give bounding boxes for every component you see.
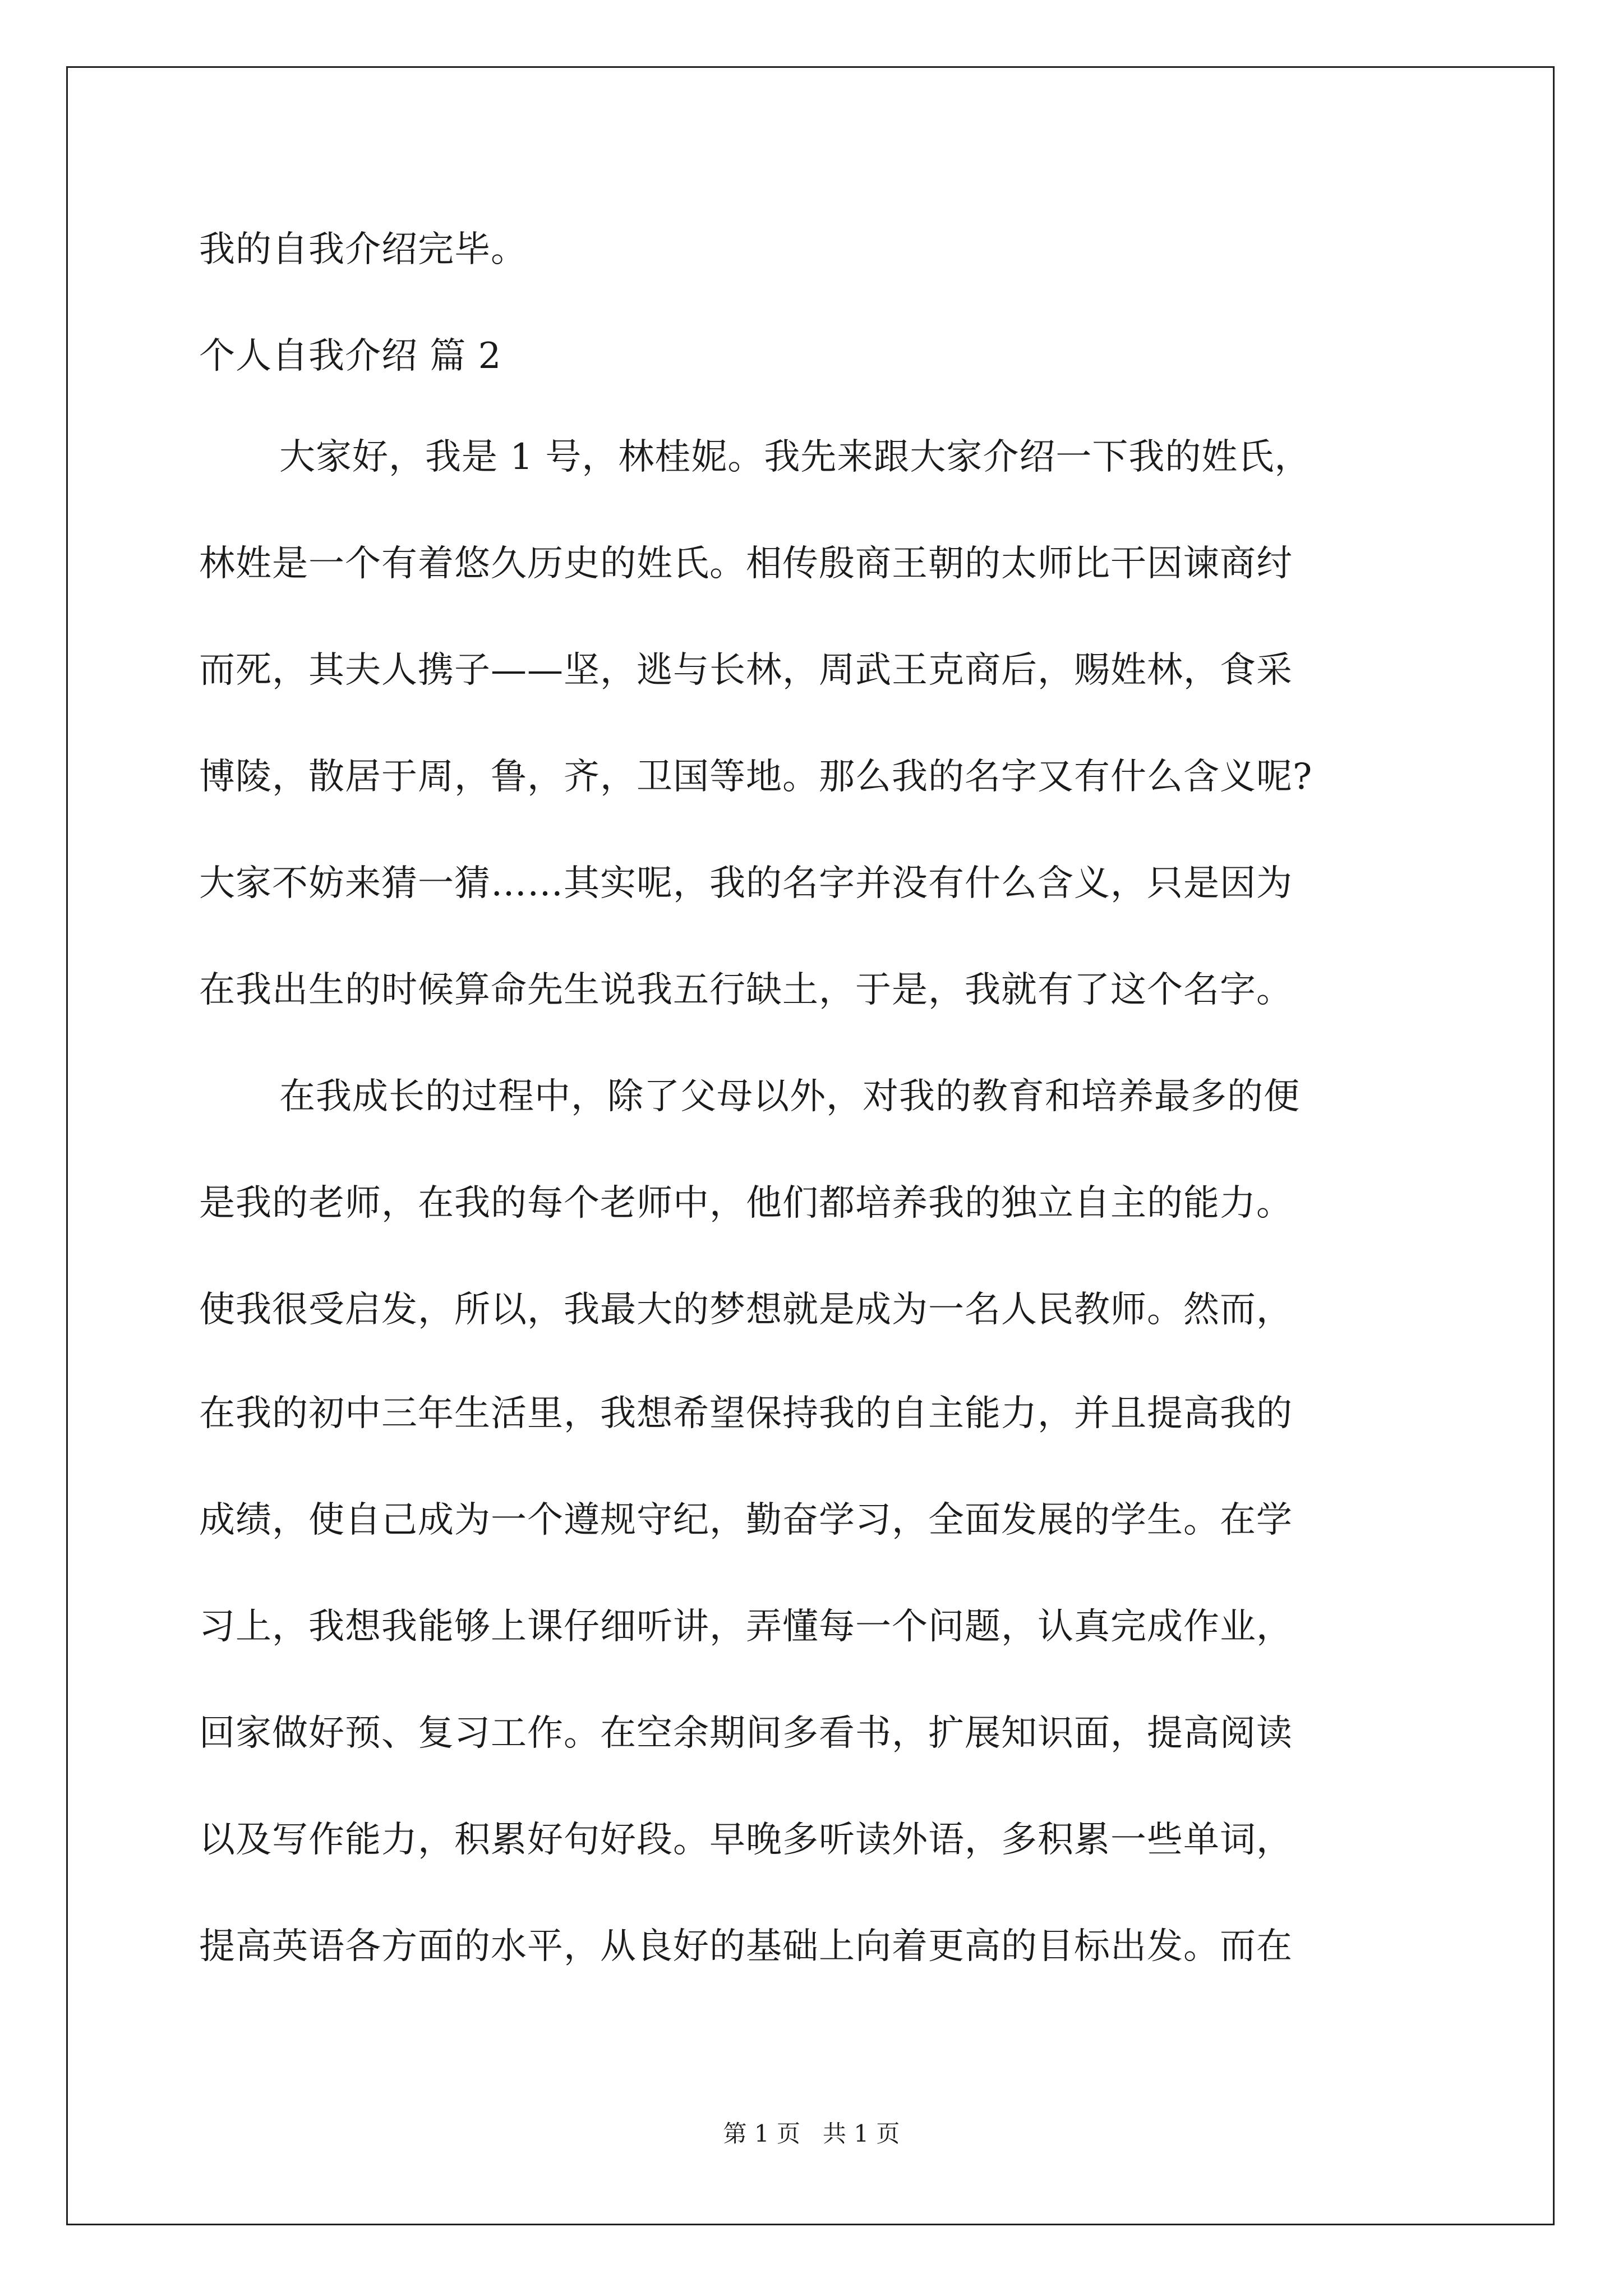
text-line: 博陵，散居于周，鲁，齐，卫国等地。那么我的名字又有什么含义呢? [199, 756, 1313, 798]
text-line: 是我的老师，在我的每个老师中，他们都培养我的独立自主的能力。 [199, 1182, 1293, 1224]
text-line: 林姓是一个有着悠久历史的姓氏。相传殷商王朝的太师比干因谏商纣 [199, 543, 1293, 585]
text-line: 我的自我介绍完毕。 [199, 229, 527, 270]
text-line: 回家做好预、复习工作。在空余期间多看书，扩展知识面，提高阅读 [199, 1713, 1293, 1754]
page-border [66, 66, 1555, 2225]
page-total: 共 1 页 [823, 2120, 900, 2147]
text-line: 使我很受启发，所以，我最大的梦想就是成为一名人民教师。然而， [199, 1289, 1293, 1331]
text-line: 提高英语各方面的水平，从良好的基础上向着更高的目标出发。而在 [199, 1926, 1293, 1967]
page-number: 第 1 页 [723, 2120, 800, 2147]
text-line: 在我出生的时候算命先生说我五行缺土，于是，我就有了这个名字。 [199, 969, 1293, 1011]
text-line: 大家好，我是 1 号，林桂妮。我先来跟大家介绍一下我的姓氏， [279, 436, 1311, 478]
section-heading: 个人自我介绍 篇 2 [199, 335, 502, 377]
text-line: 大家不妨来猜一猜……其实呢，我的名字并没有什么含义，只是因为 [199, 863, 1293, 904]
text-line: 在我的初中三年生活里，我想希望保持我的自主能力，并且提高我的 [199, 1393, 1293, 1434]
text-line: 而死，其夫人携子——坚，逃与长林，周武王克商后，赐姓林，食采 [199, 650, 1293, 691]
text-line: 成绩，使自己成为一个遵规守纪，勤奋学习，全面发展的学生。在学 [199, 1499, 1293, 1541]
text-line: 习上，我想我能够上课仔细听讲，弄懂每一个问题，认真完成作业， [199, 1606, 1293, 1648]
page-footer [0, 2119, 1623, 2148]
text-line: 在我成长的过程中，除了父母以外，对我的教育和培养最多的便 [279, 1076, 1300, 1117]
text-line: 以及写作能力，积累好句好段。早晚多听读外语，多积累一些单词， [199, 1819, 1293, 1861]
